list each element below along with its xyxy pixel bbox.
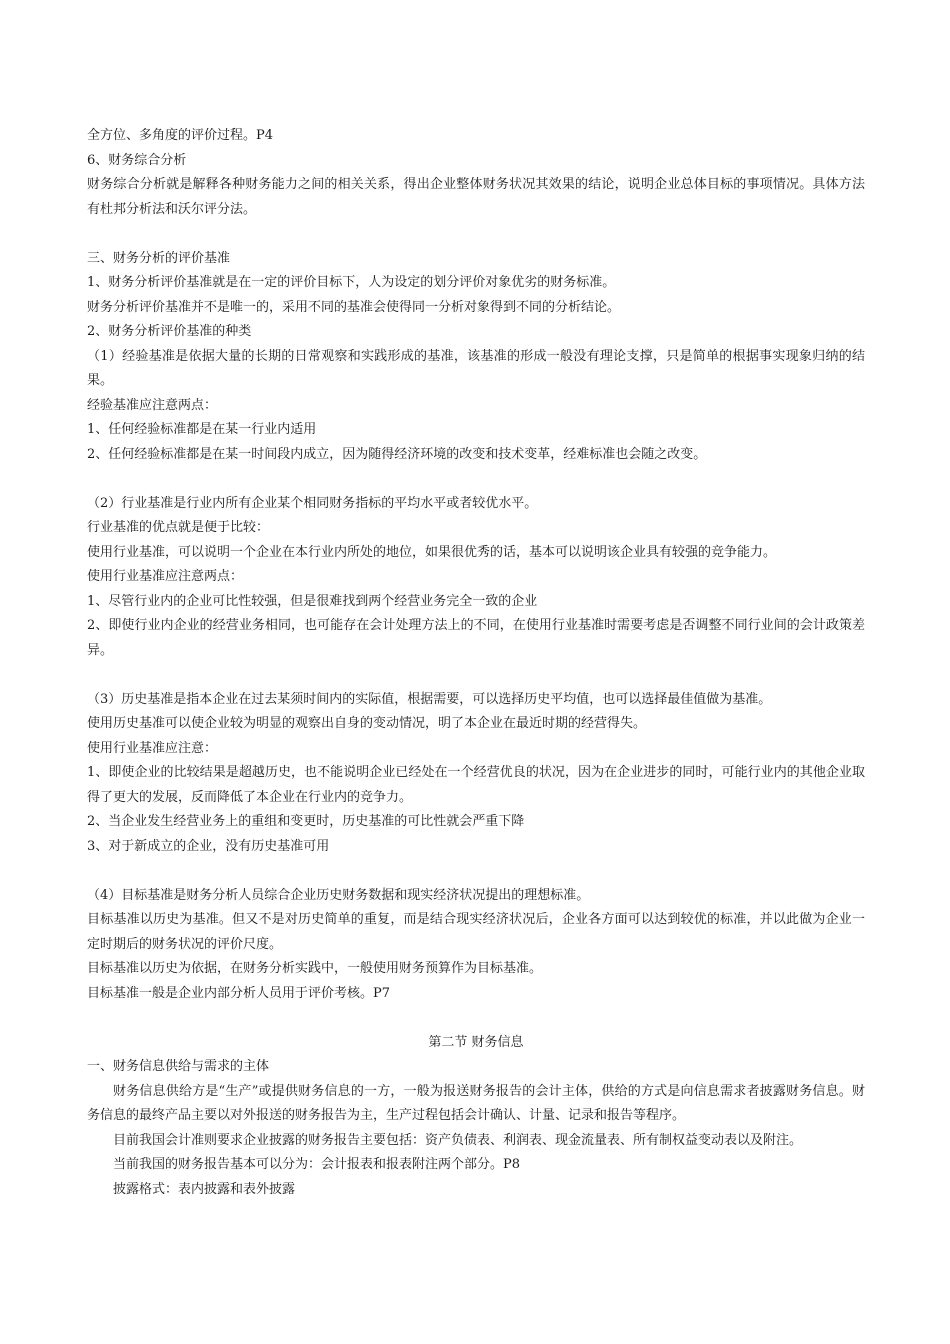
text-line: 使用行业基准应注意： [87,740,218,756]
blank-line [87,467,865,492]
list-item: 3、对于新成立的企业，没有历史基准可用 [87,838,330,854]
text-line: 使用历史基准可以使企业较为明显的观察出自身的变动情况，明了本企业在最近时期的经营得失。 [87,716,647,731]
text-line: 1、财务分析评价基准就是在一定的评价目标下，人为设定的划分评价对象优劣的财务标准。 [87,275,616,290]
text-line: （4）目标基准是财务分析人员综合企业历史财务数据和现实经济状况提出的理想标准。 [87,887,590,903]
text-line: 行业基准的优点就是便于比较： [87,520,270,535]
text-line: 目标基准以历史为依据，在财务分析实践中，一般使用财务预算作为目标基准。 [87,961,543,976]
blank-line [87,859,865,884]
text-line: 披露格式：表内披露和表外披露 [113,1181,296,1197]
chapter-section-title: 第二节 财务信息 [428,1034,524,1050]
text-line: 全方位、多角度的评价过程。P4 [87,128,274,143]
text-line: 目前我国会计准则要求企业披露的财务报告主要包括：资产负债表、利润表、现金流量表、所有制权益变动表以及附注。 [113,1132,803,1148]
blank-line [87,1006,865,1031]
list-item: 2、当企业发生经营业务上的重组和变更时，历史基准的可比性就会严重下降 [87,814,525,829]
paragraph: （1）经验基准是依据大量的长期的日常观察和实践形成的基准，该基准的形成一般没有理论支撑，只是简单的根据事实现象归纳的结果。 [87,348,865,388]
list-item: 1、即使企业的比较结果是超越历史，也不能说明企业已经处在一个经营优良的状况，因为在企业进步的同时，可能行业内的其他企业取得了更大的发展，反而降低了本企业在行业内的竞争力。 [87,765,865,805]
text-line: 经验基准应注意两点： [87,397,218,413]
paragraph: 目标基准以历史为基准。但又不是对历史简单的重复，而是结合现实经济状况后，企业各方面可以达到较优的标准，并以此做为企业一定时期后的财务状况的评价尺度。 [87,912,865,952]
blank-line [87,222,865,247]
list-item: 2、即使行业内企业的经营业务相同，也可能存在会计处理方法上的不同，在使用行业基准时需要考虑是否调整不同行业间的会计政策差异。 [87,618,865,658]
text-line: 财务分析评价基准并不是唯一的，采用不同的基准会使得同一分析对象得到不同的分析结论。 [87,299,621,315]
list-item: 1、尽管行业内的企业可比性较强，但是很难找到两个经营业务完全一致的企业 [87,593,538,609]
text-line: （3）历史基准是指本企业在过去某须时间内的实际值，根据需要，可以选择历史平均值，也可以选择最佳值做为基准。 [87,691,772,707]
text-line: 使用行业基准，可以说明一个企业在本行业内所处的地位，如果很优秀的话，基本可以说明该企业具有较强的竞争能力。 [87,544,777,560]
text-line: 当前我国的财务报告基本可以分为：会计报表和报表附注两个部分。P8 [113,1157,521,1172]
list-item: 1、任何经验标准都是在某一行业内适用 [87,422,317,437]
text-line: 目标基准一般是企业内部分析人员用于评价考核。P7 [87,985,391,1001]
paragraph: 财务综合分析就是解释各种财务能力之间的相关关系，得出企业整体财务状况其效果的结论，说明企业总体目标的事项情况。具体方法有杜邦分析法和沃尔评分法。 [87,177,865,217]
text-line: 使用行业基准应注意两点： [87,569,244,584]
text-line: （2）行业基准是行业内所有企业某个相同财务指标的平均水平或者较优水平。 [87,495,538,511]
document-page [87,124,865,1202]
subheading: 6、财务综合分析 [87,152,187,168]
paragraph: 财务信息供给方是“生产”或提供财务信息的一方，一般为报送财务报告的会计主体，供给的方式是向信息需求者披露财务信息。财务信息的最终产品主要以对外报送的财务报告为主，生产过程包括会计确认、计量、记录和报告等程序。 [87,1083,865,1123]
blank-line [87,663,865,688]
section-heading: 三、财务分析的评价基准 [87,250,231,266]
list-item: 2、任何经验标准都是在某一时间段内成立，因为随得经济环境的改变和技术变革，经难标准也会随之改变。 [87,446,707,462]
section-heading: 一、财务信息供给与需求的主体 [87,1059,270,1074]
subheading: 2、财务分析评价基准的种类 [87,324,252,339]
